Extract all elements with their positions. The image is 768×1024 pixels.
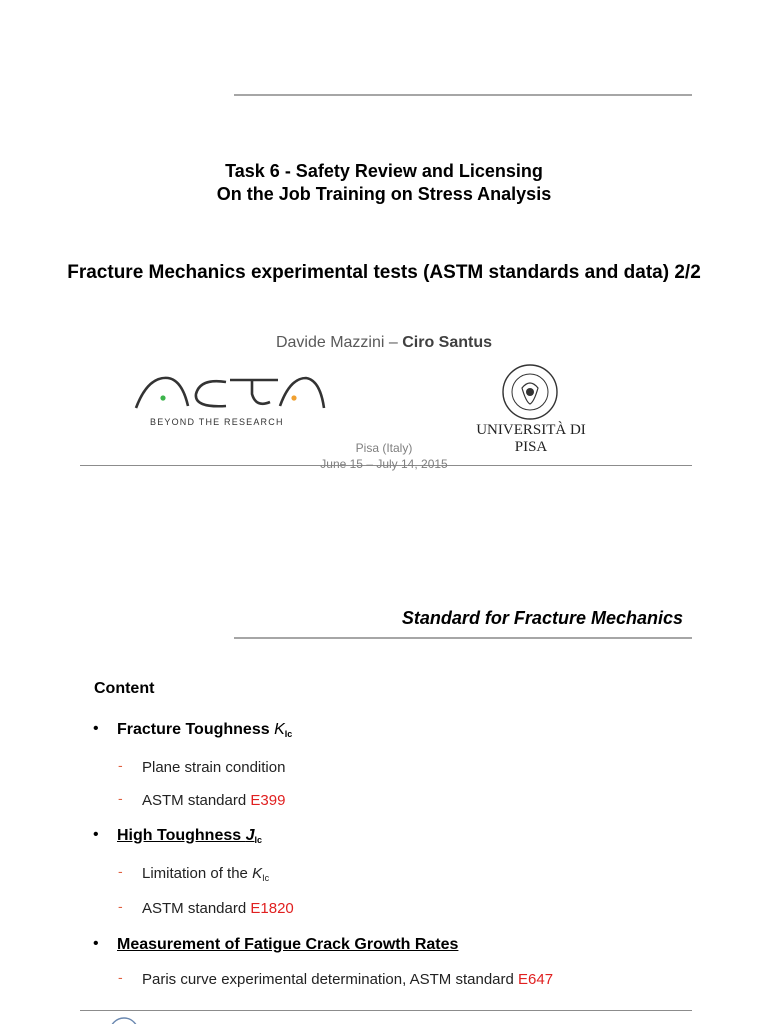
symbol: J — [245, 827, 255, 844]
subscript: Ic — [284, 729, 293, 739]
dash-glyph: - — [118, 969, 123, 985]
astm-code-link[interactable]: E1820 — [250, 900, 294, 917]
bullet-glyph: • — [93, 826, 99, 843]
sub-item-text: ASTM standard — [142, 900, 251, 917]
author-separator: – — [384, 334, 403, 351]
sub-item — [142, 759, 285, 776]
sub-item — [142, 865, 269, 883]
bullet-glyph: • — [93, 935, 99, 952]
subscript: Ic — [262, 873, 270, 883]
bullet-glyph: • — [93, 720, 99, 737]
acta-logo — [130, 370, 330, 430]
slide-subtitle: Fracture Mechanics experimental tests (ASTM standards and data) 2/2 — [67, 262, 701, 283]
bullet-high-toughness — [117, 827, 262, 845]
sub-item — [142, 971, 553, 988]
footer-rule — [80, 1010, 692, 1011]
slide2-title: Standard for Fracture Mechanics — [401, 608, 683, 628]
unipi-logo-name: UNIVERSITÀ DI PISA — [476, 422, 586, 455]
dash-glyph: - — [118, 757, 123, 773]
bullet-label: High Toughness — [117, 827, 246, 844]
top-rule — [234, 94, 692, 96]
sub-item-text: Paris curve experimental determination, ASTM standard — [142, 971, 519, 988]
bullet-fatigue-crack: Measurement of Fatigue Crack Growth Rates — [117, 936, 459, 953]
bullet-label: Fracture Toughness — [117, 721, 275, 738]
footer-seal-icon — [106, 1014, 142, 1024]
acta-logo-tagline: BEYOND THE RESEARCH — [150, 417, 284, 427]
authors — [0, 334, 768, 352]
astm-code-link[interactable]: E647 — [518, 971, 554, 988]
sub-item-text: Limitation of the — [142, 865, 253, 882]
slide2-rule — [234, 637, 692, 639]
sub-item — [142, 900, 294, 917]
astm-code-link[interactable]: E399 — [250, 792, 286, 809]
content-heading: Content — [94, 680, 155, 697]
unipi-logo — [460, 362, 602, 455]
dash-glyph: - — [118, 898, 123, 914]
slide-title-line2: On the Job Training on Stress Analysis — [216, 184, 552, 204]
symbol: K — [252, 865, 263, 882]
author-1: Davide Mazzini — [275, 334, 385, 351]
author-2: Ciro Santus — [402, 334, 493, 351]
sub-item-text: Plane strain condition — [142, 759, 286, 776]
symbol: K — [274, 721, 285, 738]
unipi-seal-icon — [460, 362, 602, 422]
subscript: Ic — [254, 835, 263, 845]
bullet-fracture-toughness — [117, 721, 292, 739]
dash-glyph: - — [118, 863, 123, 879]
dates: June 15 – July 14, 2015 — [320, 457, 448, 471]
sub-item — [142, 792, 285, 809]
sub-item-text: ASTM standard — [142, 792, 251, 809]
slide-title-line1: Task 6 - Safety Review and Licensing — [225, 161, 543, 181]
location: Pisa (Italy) — [355, 441, 413, 455]
dash-glyph: - — [118, 790, 123, 806]
